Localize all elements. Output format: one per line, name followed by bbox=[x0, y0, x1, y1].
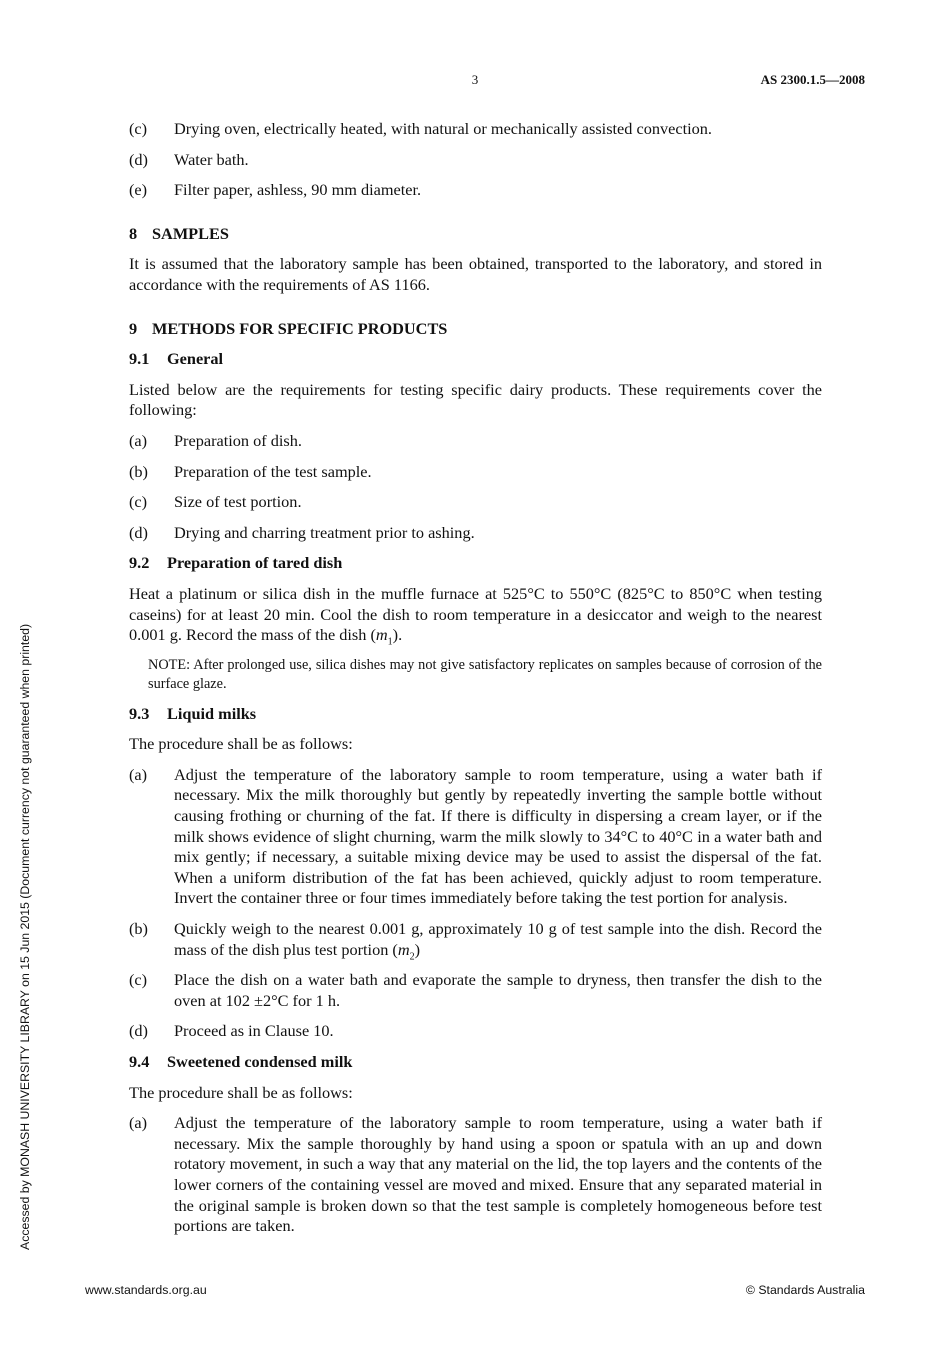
list-text: Adjust the temperature of the laboratory sample to room temperature, using a water bath if necessary. Mix the milk thoroughly but gently by repeatedly inverting the sample bottle without causing frothing or churning of the fat. If there is difficulty in dispersing a cream layer, or if the milk shows evidence of slight churning, warm the milk slowly to 34°C to 40°C in a water bath and mix gently; if necessary, a suitable mixing device may be used to assist the dispersal of the fat. When a uniform distribution of the fat has been achieved, quickly adjust to room temperature. Invert the container three or four times immediately before taking the test portion for analysis. bbox=[174, 764, 822, 908]
list-text: Filter paper, ashless, 90 mm diameter. bbox=[174, 180, 422, 200]
list-text: Preparation of dish. bbox=[174, 430, 302, 450]
list-item bbox=[129, 1021, 822, 1042]
list-text: Drying oven, electrically heated, with natural or mechanically assisted convection. bbox=[174, 119, 712, 138]
section-title: METHODS FOR SPECIFIC PRODUCTS bbox=[152, 318, 448, 338]
section-9-3-heading bbox=[129, 704, 822, 725]
list-text: Size of test portion. bbox=[174, 492, 302, 512]
paragraph-text: Heat a platinum or silica dish in the muffle furnace at 525°C to 550°C (825°C to 850°C when testing caseins) for at least 20 min. Cool the dish to room temperature in a desiccator and weigh to the nearest 0.001 g. Record the mass of the dish ( bbox=[129, 583, 822, 645]
list-label: (a) bbox=[129, 430, 148, 450]
section-number: 9.1 bbox=[129, 349, 150, 369]
list-item bbox=[129, 180, 822, 201]
list-label: (c) bbox=[129, 119, 148, 138]
list-item bbox=[129, 919, 822, 960]
list-text: Place the dish on a water bath and evaporate the sample to dryness, then transfer the dish to the oven at 102 ±2°C for 1 h. bbox=[174, 970, 822, 1010]
section-number: 8 bbox=[129, 223, 138, 243]
list-label: (c) bbox=[129, 970, 148, 990]
section-8-heading bbox=[129, 224, 822, 245]
list-text: Proceed as in Clause 10. bbox=[174, 1021, 334, 1041]
section-8-text: It is assumed that the laboratory sample has been obtained, transported to the laboratory, and stored in accordance with the requirements of AS 1166. bbox=[129, 254, 822, 294]
list-item bbox=[129, 431, 822, 452]
list-label: (b) bbox=[129, 919, 148, 939]
section-9-3-intro: The procedure shall be as follows: bbox=[129, 734, 353, 754]
list-label: (d) bbox=[129, 522, 148, 542]
list-item bbox=[129, 119, 822, 140]
section-title: Liquid milks bbox=[167, 703, 257, 723]
section-title: General bbox=[167, 349, 224, 369]
list-item bbox=[129, 970, 822, 1011]
list-text: Drying and charring treatment prior to ashing. bbox=[174, 522, 475, 542]
page-number: 3 bbox=[471, 72, 479, 87]
section-9-2-text bbox=[129, 584, 822, 646]
section-title: SAMPLES bbox=[152, 223, 229, 243]
section-9-4-heading bbox=[129, 1052, 822, 1073]
standard-reference: AS 2300.1.5—2008 bbox=[760, 72, 865, 87]
footer-copyright: © Standards Australia bbox=[745, 1283, 865, 1297]
section-title: Preparation of tared dish bbox=[167, 553, 343, 573]
footer-url: www.standards.org.au bbox=[85, 1283, 207, 1297]
section-number: 9.3 bbox=[129, 703, 150, 723]
list-item bbox=[129, 765, 822, 909]
mass-variable: m bbox=[397, 939, 410, 959]
list-text: Adjust the temperature of the laboratory sample to room temperature, using a water bath if necessary. Mix the sample thoroughly by hand using a spoon or spatula with an up and down rotatory movement, in such a way that any material on the lid, the top layers and the contents of the lower corners of the containing vessel are moved and mixed. Ensure that any separated material in the original sample is broken down so that the test sample is completely homogeneous before test portions are taken. bbox=[174, 1113, 822, 1236]
mass-variable: m bbox=[375, 625, 388, 645]
list-text: Water bath. bbox=[174, 149, 249, 169]
section-number: 9 bbox=[129, 318, 138, 338]
list-label: (a) bbox=[129, 764, 148, 784]
section-9-1-heading bbox=[129, 349, 822, 370]
list-label: (d) bbox=[129, 149, 148, 169]
list-label: (c) bbox=[129, 492, 148, 512]
list-text-end: ) bbox=[414, 939, 421, 959]
section-9-1-text: Listed below are the requirements for testing specific dairy products. These requirements cover the following: bbox=[129, 379, 822, 420]
list-label: (b) bbox=[129, 461, 148, 481]
list-item bbox=[129, 150, 822, 171]
list-label: (e) bbox=[129, 180, 148, 200]
list-item bbox=[129, 1113, 822, 1237]
section-9-heading bbox=[129, 319, 822, 340]
document-body bbox=[129, 119, 822, 1247]
list-label: (d) bbox=[129, 1021, 148, 1041]
section-9-2-note: NOTE: After prolonged use, silica dishes may not give satisfactory replicates on samples because of corrosion of the surface glaze. bbox=[148, 656, 822, 692]
list-item bbox=[129, 462, 822, 483]
list-text bbox=[174, 919, 822, 960]
section-9-4-intro: The procedure shall be as follows: bbox=[129, 1082, 353, 1102]
section-9-2-heading bbox=[129, 553, 822, 574]
section-number: 9.4 bbox=[129, 1052, 150, 1071]
access-watermark: Accessed by MONASH UNIVERSITY LIBRARY on 15 Jun 2015 (Document currency not guaranteed when printed) bbox=[18, 623, 32, 1250]
mass-subscript: 2 bbox=[409, 950, 415, 962]
list-text: Preparation of the test sample. bbox=[174, 461, 372, 481]
mass-subscript: 1 bbox=[387, 636, 393, 648]
list-item bbox=[129, 492, 822, 513]
section-title: Sweetened condensed milk bbox=[167, 1052, 353, 1071]
list-item bbox=[129, 523, 822, 544]
section-number: 9.2 bbox=[129, 553, 150, 573]
list-label: (a) bbox=[129, 1113, 148, 1133]
list-text-main: Quickly weigh to the nearest 0.001 g, approximately 10 g of test sample into the dish. Record the mass of the dish plus test portion ( bbox=[174, 919, 822, 959]
paragraph-end: ). bbox=[392, 625, 403, 645]
